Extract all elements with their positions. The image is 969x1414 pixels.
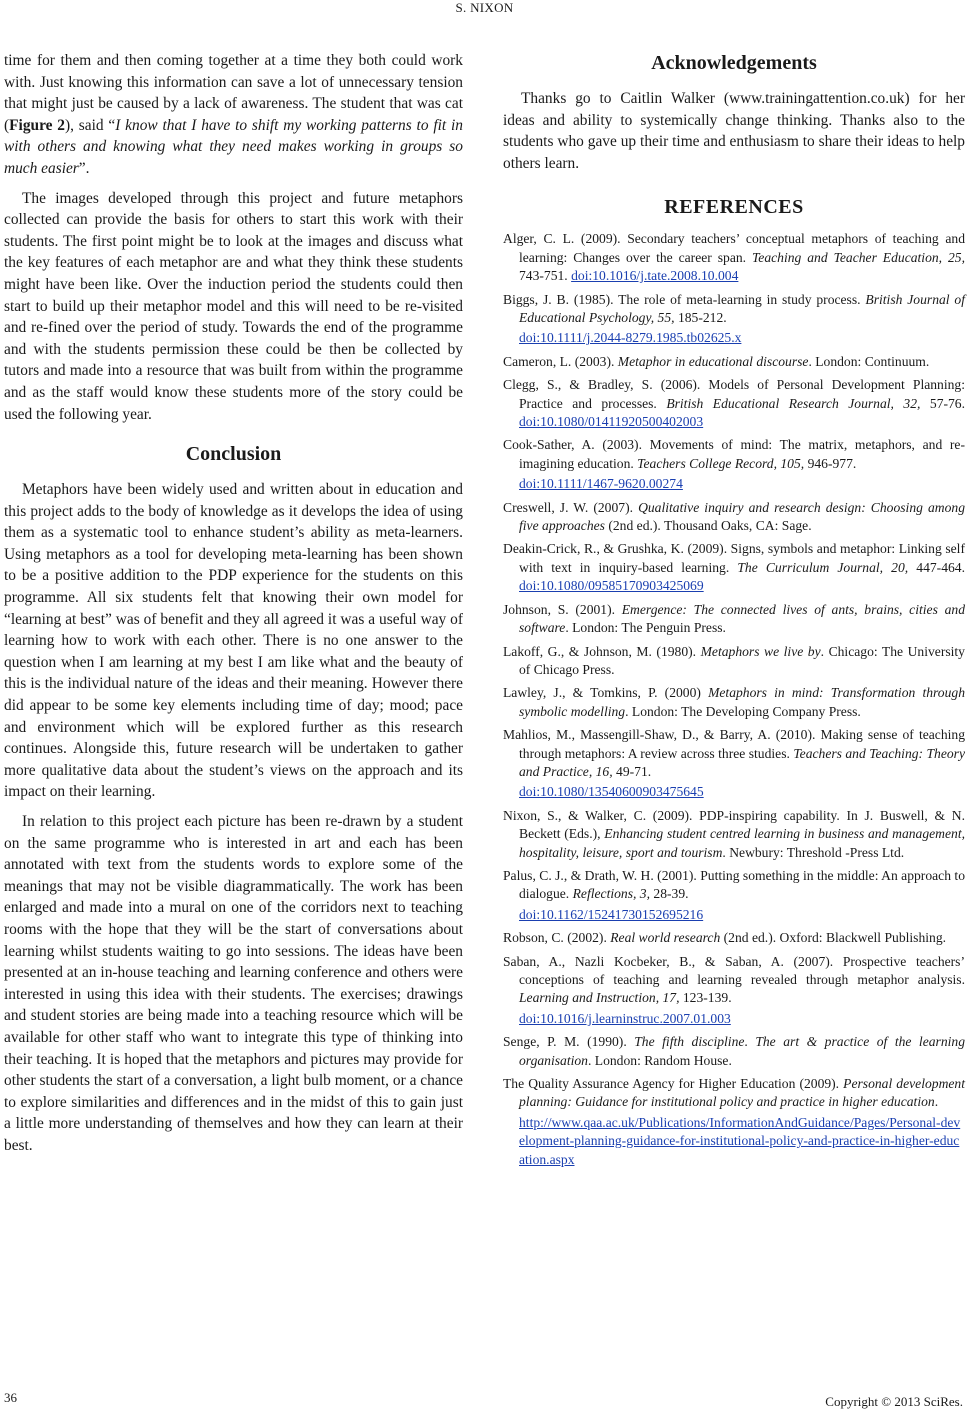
reference-text: 49-71.	[612, 763, 652, 779]
reference-text: .	[934, 1094, 939, 1110]
reference-source: Metaphors in mind: Transformation through symbolic modelling	[519, 685, 965, 719]
paragraph-text: ), said “	[64, 116, 116, 134]
reference-entry	[503, 376, 965, 431]
reference-text: 946-977.	[804, 455, 857, 471]
reference-source: British Educational Research Journal, 32,	[666, 395, 921, 411]
reference-entry	[503, 807, 965, 862]
reference-entry	[503, 436, 965, 493]
reference-text: Lakoff, G., & Johnson, M. (1980).	[503, 643, 701, 659]
reference-link[interactable]: http://www.qaa.ac.uk/Publications/InformationAndGuidance/Pages/Personal-development-planning-guidance-for-institutional-policy-and-practice-in-higher-education.aspx	[519, 1114, 961, 1167]
reference-source: Real world research	[610, 930, 721, 946]
reference-text: .	[744, 1034, 756, 1050]
reference-source: Teaching and Teacher Education, 25,	[751, 249, 965, 265]
reference-entry	[503, 929, 965, 947]
reference-text: Robson, C. (2002).	[503, 930, 611, 946]
acknowledgements-text: Thanks go to Caitlin Walker (www.trainingattention.co.uk) for her ideas and ability to systemically change thinking. Thanks also to the students who gave up their time and enthusiasm to share their ideas to help others learn.	[503, 90, 965, 172]
reference-source: The art & practice of the learning organisation	[519, 1034, 965, 1068]
reference-text: (2nd ed.). Oxford: Blackwell Publishing.	[720, 930, 947, 946]
reference-text: Alger, C. L. (2009). Secondary teachers’ conceptual metaphors of teaching and learning: Changes over the career span.	[503, 231, 965, 265]
reference-text: (2nd ed.). Thousand Oaks, CA: Sage.	[604, 518, 812, 534]
reference-text: 57-76.	[920, 395, 966, 411]
reference-entry	[503, 540, 965, 595]
paragraph: The images developed through this project and future metaphors collected can provide the basis for others to start this work with their students. The first point might be to look at the images and discuss what the key features of each metaphor are and what they think these students might have been like. Over the induction period the students could then start to build up their metaphor model and this will need to be re-visited and re-fined over the period of study. Towards the end of the programme and with the students permission these could be then be collected by tutors and made into a resource that was built from within the programme and as the staff would know these students more of the story could be used the following year.	[4, 189, 463, 423]
references-heading: REFERENCES	[664, 196, 804, 219]
reference-link[interactable]: doi:10.1016/j.tate.2008.10.004	[571, 268, 739, 284]
reference-entry	[503, 1033, 965, 1070]
paragraph: In relation to this project each picture has been re-drawn by a student on the same programme who is interested in art and each has been annotated with text from the students words to explore some of the meanings that may not be visible diagrammatically. The work has been enlarged and made into a mural on one of the corridors next to teaching rooms with the hope that they will be the start of conversations about learning whilst students waiting to go into sessions. The ideas have been presented at an in-house teaching and learning conference and others were interested in using this idea with their students. The exercises; drawings and student stories are being made into a teaching resource which will be available for other staff who want to integrate this type of thinking into their teaching. It is hoped that the metaphors and pictures may provide for other students the start of a conversation, a light bulb moment, or a chance to explore similarities and differences and in the midst of this to gain just a little more understanding of themselves and how they can learn at their best.	[4, 813, 463, 1154]
reference-text: . London: The Developing Company Press.	[625, 703, 861, 719]
reference-text: Cook-Sather, A. (2003). Movements of mind: The matrix, metaphors, and re-imagining education.	[503, 437, 965, 471]
reference-entry	[503, 684, 965, 721]
reference-text: Cameron, L. (2003).	[503, 353, 618, 369]
reference-source: Personal development planning: Guidance for institutional policy and practice in higher education	[519, 1076, 965, 1110]
reference-text: 743-751.	[519, 268, 572, 284]
reference-entry	[503, 499, 965, 536]
figure-reference: Figure 2	[9, 116, 65, 134]
reference-text: Palus, C. J., & Drath, W. H. (2001). Putting something in the middle: An approach to dialogue.	[503, 867, 965, 902]
right-column	[503, 50, 965, 1174]
reference-text: Senge, P. M. (1990).	[503, 1034, 635, 1050]
reference-link[interactable]: doi:10.1080/01411920500402003	[519, 414, 704, 430]
reference-text: Saban, A., Nazli Kocbeker, B., & Saban, A. (2007). Prospective teachers’ conceptions of teaching and learning revealed through metaphor analysis.	[503, 953, 965, 987]
reference-link[interactable]: doi:10.1162/15241730152695216	[519, 906, 704, 922]
reference-entry	[503, 726, 965, 802]
reference-source: Reflections, 3,	[572, 886, 650, 902]
reference-link[interactable]: doi:10.1016/j.learninstruc.2007.01.003	[519, 1010, 731, 1026]
running-head: S. NIXON	[455, 0, 514, 15]
reference-text: The Quality Assurance Agency for Higher Education (2009).	[503, 1076, 844, 1092]
acknowledgements-heading: Acknowledgements	[651, 52, 817, 74]
reference-link[interactable]: doi:10.1111/1467-9620.00274	[519, 476, 683, 492]
conclusion-heading: Conclusion	[185, 443, 282, 466]
reference-source: Emergence: The connected lives of ants, brains, cities and software	[519, 601, 965, 636]
reference-text: Mahlios, M., Massengill-Shaw, D., & Barry, A. (2010). Making sense of teaching through metaphors: A review across three studies.	[503, 727, 965, 761]
reference-source: Metaphors we live by	[700, 643, 821, 659]
reference-text: Clegg, S., & Bradley, S. (2006). Models of Personal Development Planning: Practice and processes.	[503, 377, 965, 411]
reference-text: Deakin-Crick, R., & Grushka, K. (2009). Signs, symbols and metaphor: Linking self with text in inquiry-based learning.	[503, 541, 965, 575]
reference-source: Teachers and Teaching: Theory and Practice, 16,	[519, 745, 966, 779]
reference-source: Qualitative inquiry and research design: Choosing among five approaches	[519, 499, 965, 534]
reference-entry	[503, 291, 965, 348]
reference-entry	[503, 643, 965, 680]
reference-source: Learning and Instruction, 17,	[519, 990, 680, 1006]
references-list	[503, 230, 965, 1169]
reference-text: 185-212.	[674, 310, 727, 325]
reference-entry	[503, 230, 965, 285]
reference-entry	[503, 353, 965, 371]
page-number: 36	[4, 1390, 17, 1405]
reference-text: Creswell, J. W. (2007).	[503, 499, 639, 515]
reference-source: Enhancing student centred learning in business and management, hospitality, leisure, sport and tourism	[519, 826, 966, 860]
paragraph-text: time for them and then coming together at a time they both could work with. Just knowing this information can save a lot of unnecessary tension that might just be caused by a lack of awareness. The student that was cat (	[4, 52, 463, 134]
reference-entry	[503, 867, 965, 924]
reference-link[interactable]: doi:10.1080/09585170903425069	[519, 578, 704, 594]
reference-text: . Newbury: Threshold -Press Ltd.	[722, 844, 905, 860]
reference-text: . London: Continuum.	[808, 353, 930, 369]
paragraph-text: ”.	[78, 159, 90, 177]
reference-source: The fifth discipline	[634, 1034, 745, 1050]
reference-source: British Journal of Educational Psychology, 55,	[519, 291, 965, 325]
reference-text: 123-139.	[679, 990, 732, 1006]
reference-entry	[503, 1075, 965, 1169]
student-quote: I know that I have to shift my working patterns to fit in with others and knowing what they need makes working in groups so much easier	[4, 116, 463, 177]
reference-source: Metaphor in educational discourse	[617, 353, 809, 369]
reference-entry	[503, 601, 965, 638]
reference-text: Nixon, S., & Walker, C. (2009). PDP-inspiring capability. In J. Buswell, & N. Beckett (Eds.),	[503, 807, 965, 842]
paragraph: Metaphors have been widely used and written about in education and this project adds to the body of knowledge as it develops the idea of using them as a systematic tool to enhance student’s ability as meta-learners. Using metaphors as a tool for developing meta-learning has been shown to be a positive addition to the PDP experience for the students on this programme. All six students felt that knowing their own model for “learning at best” was of benefit and they all agreed it was a useful way of learning how to work with each other. There is no one answer to the question when I am learning at my best I am like what and the beauty of this is the individual nature of the ideas and their meaning. However there did appear to be some key elements including time of day; mood; pace and environment which will be explored further as this research continues. Alongside this, future research will be undertaken to gather more qualitative data about the student’s views on the approach and its impact on their learning.	[4, 481, 463, 801]
left-column	[4, 50, 463, 1157]
reference-text: Lawley, J., & Tomkins, P. (2000)	[503, 685, 709, 701]
reference-text: . Chicago: The University of Chicago Press.	[519, 643, 965, 677]
reference-text: 28-39.	[650, 886, 689, 902]
copyright-notice: Copyright © 2013 SciRes.	[825, 1394, 963, 1409]
reference-text: Johnson, S. (2001).	[503, 601, 622, 617]
reference-source: Teachers College Record, 105,	[637, 455, 805, 471]
reference-text: . London: The Penguin Press.	[565, 620, 726, 636]
reference-link[interactable]: doi:10.1111/j.2044-8279.1985.tb02625.x	[519, 330, 742, 346]
reference-source: The Curriculum Journal, 20,	[737, 559, 909, 575]
reference-text: 447-464.	[908, 559, 965, 575]
reference-text: Biggs, J. B. (1985). The role of meta-learning in study process.	[503, 291, 866, 307]
reference-entry	[503, 953, 965, 1029]
reference-link[interactable]: doi:10.1080/13540600903475645	[519, 784, 704, 800]
reference-text: . London: Random House.	[587, 1052, 732, 1068]
paragraph	[4, 50, 463, 180]
